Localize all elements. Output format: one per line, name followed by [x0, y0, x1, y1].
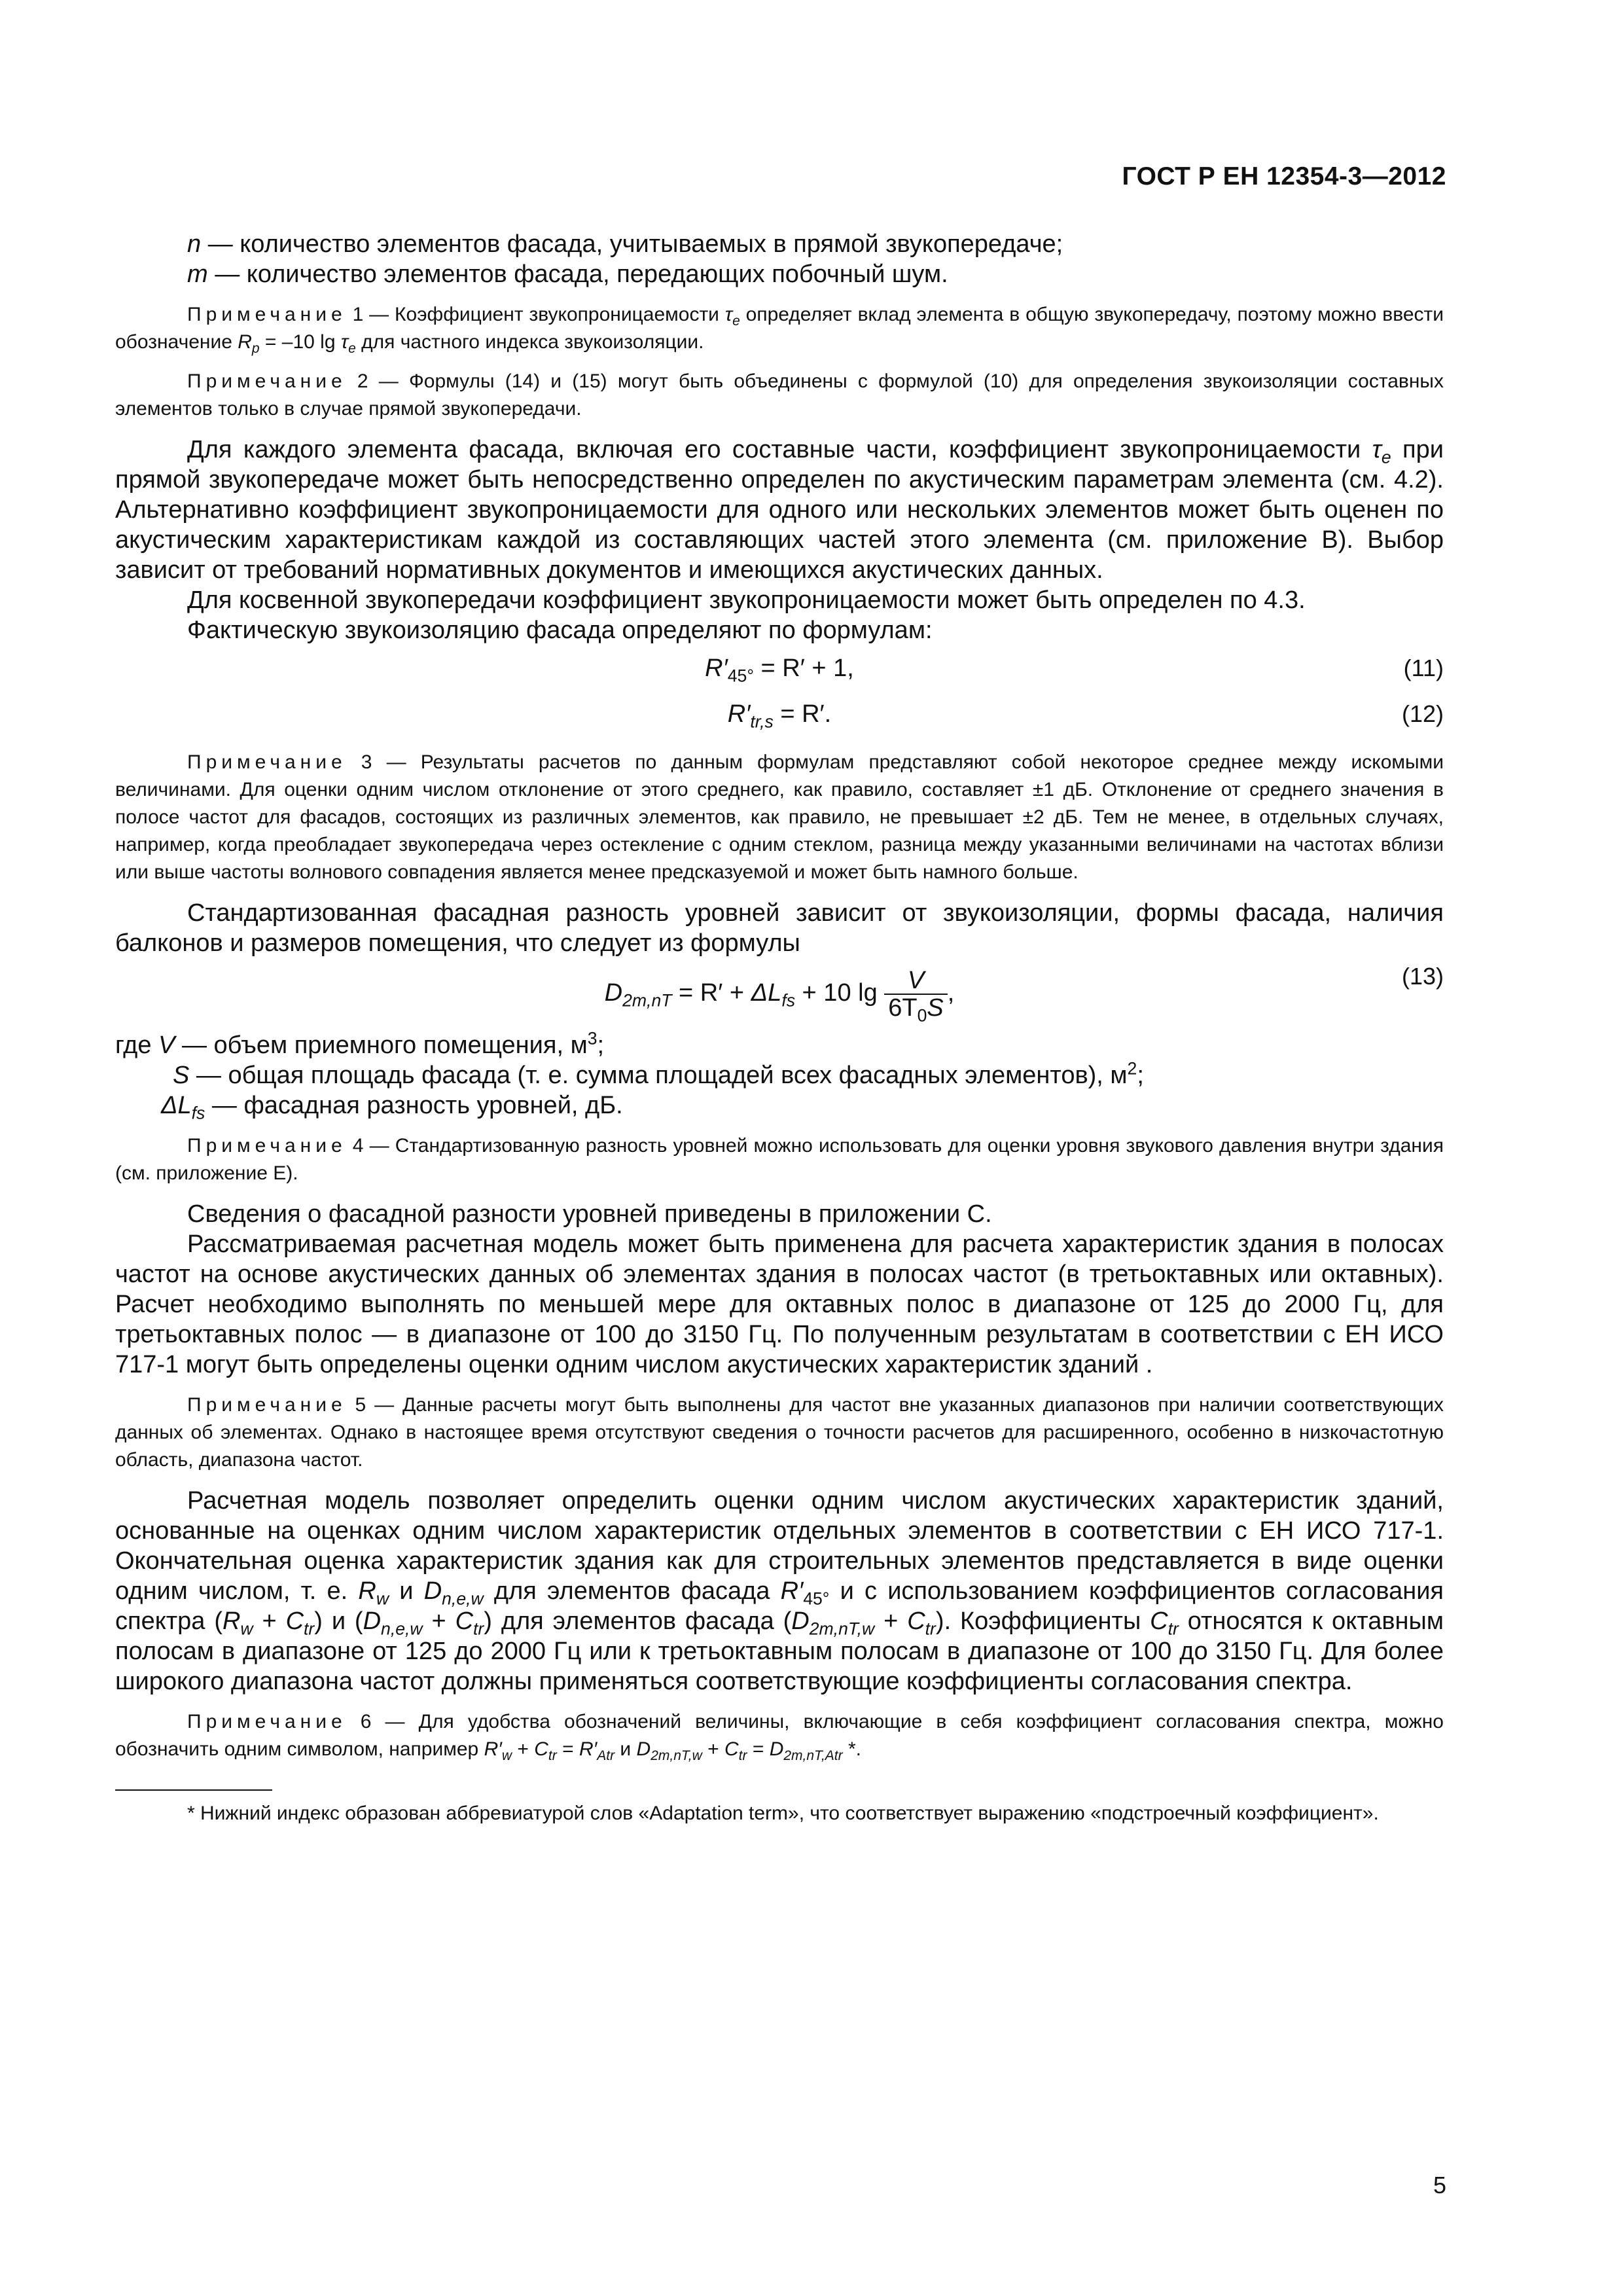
equation-12: [115, 691, 1444, 737]
paragraph-5: Сведения о фасадной разности уровней приведены в приложении С.: [187, 1200, 992, 1228]
definition-v: где V — объем приемного помещения, $м^3$;: [115, 1028, 605, 1059]
page-number: 5: [1433, 2172, 1446, 2198]
note-6: Примечание 6 — Для удобства обозначений величины, включающие в себя коэффициент согласования спектра, можно обозначить одним символом, например $R'_w + C_{tr} = R'_{Atr}$ и $D_{2m,nT,w} + C_{tr} = D_{2m,nT,Atr}$ *.: [115, 1711, 1444, 1763]
page-content: [115, 229, 1444, 1827]
note-4: Примечание 4 — Стандартизованную разность уровней можно использовать для оценки уровня звукового давления внутри здания (см. приложение Е).: [115, 1135, 1444, 1184]
paragraph-7: Расчетная модель позволяет определить оценки одним числом акустических характеристик зданий, основанные на оценках одним числом характеристик отдельных элементов в соответствии с ЕН ИСО 717-1. Окончательная оценка характеристик здания как для строительных элементов представляется в виде оценки одним числом, т. е. $R_w$ и $D_{n,e,w}$ для элементов фасада $R'_{45^\circ}$ и с использованием коэффициентов согласования спектра $(R_w + C_{tr})$ и $(D_{n,e,w} + C_{tr})$ для элементов фасада $(D_{2m,nT,w} + C_{tr})$. Коэффициенты $C_{tr}$ относятся к октавным полосам в диапазоне от 125 до 2000 Гц или к третьоктавным полосам в диапазоне от 100 до 3150 Гц. Для более широкого диапазона частот должны применяться соответствующие коэффициенты согласования спектра.: [115, 1487, 1444, 1695]
paragraph-4: Стандартизованная фасадная разность уровней зависит от звукоизоляции, формы фасада, наличия балконов и размеров помещения, что следует из формулы: [115, 899, 1444, 957]
footnote-separator: [115, 1789, 272, 1791]
paragraph-2: Для косвенной звукопередачи коэффициент звукопроницаемости может быть определен по 4.3.: [187, 586, 1306, 614]
equation-11-number: (11): [1403, 655, 1444, 681]
equation-11-expression: $R'_{45^\circ} = R' + 1$,: [705, 655, 854, 686]
definition-n: n — количество элементов фасада, учитываемых в прямой звукопередаче;: [187, 230, 1063, 258]
equation-13-number: (13): [1401, 963, 1444, 990]
paragraph-1: Для каждого элемента фасада, включая его составные части, коэффициент звукопроницаемости $\tau_e$ при прямой звукопередаче может быть непосредственно определен по акустическим параметрам элемента (см. 4.2). Альтернативно коэффициент звукопроницаемости для одного или нескольких элементов может быть оценен по акустическим характеристикам каждой из составляющих частей этого элемента (см. приложение В). Выбор зависит от требований нормативных документов и имеющихся акустических данных.: [115, 436, 1444, 584]
definition-delta-l: $\Delta L_{fs}$ — фасадная разность уровней, дБ.: [161, 1092, 623, 1123]
note-3: Примечание 3 — Результаты расчетов по данным формулам представляют собой некоторое среднее между искомыми величинами. Для оценки одним числом отклонение от этого среднего, как правило, составляет ±1 дБ. Отклонение от среднего значения в полосе частот для фасадов, состоящих из различных элементов, как правило, не превышает ±2 дБ. Тем не менее, в отдельных случаях, например, когда преобладает звукопередача через остекление с одним стеклом, разница между указанными величинами на частотах вблизи или выше частоты волнового совпадения является менее предсказуемой и может быть намного больше.: [115, 751, 1444, 883]
equation-13-fraction: $\frac{V}{6T_0S}$: [884, 967, 948, 1021]
definition-m: m — количество элементов фасада, передающих побочный шум.: [187, 260, 948, 288]
paragraph-3: Фактическую звукоизоляцию фасада определяют по формулам:: [187, 617, 933, 644]
equation-13-expression: $D_{2m,nT} = R' + \Delta L_{fs} + 10$ lg $\frac{V}{6T_0S}$ ,: [604, 967, 955, 1026]
note-5: Примечание 5 — Данные расчеты могут быть выполнены для частот вне указанных диапазонов при наличии соответствующих данных об элементах. Однако в настоящее время отсутствуют сведения о точности расчетов для расширенного, особенно в низкочастотную область, диапазона частот.: [115, 1394, 1444, 1471]
note-2: Примечание 2 — Формулы (14) и (15) могут быть объединены с формулой (10) для определения звукоизоляции составных элементов только в случае прямой звукопередачи.: [115, 370, 1444, 420]
footnote: * Нижний индекс образован аббревиатурой слов «Adaptation term», что соответствует выражению «подстроечный коэффициент».: [187, 1803, 1379, 1824]
document-header: ГОСТ Р ЕН 12354-3—2012: [1122, 162, 1446, 190]
equation-13: [115, 958, 1444, 1030]
paragraph-6: Рассматриваемая расчетная модель может быть применена для расчета характеристик здания в полосах частот на основе акустических данных об элементах здания в полосах частот (в третьоктавных или октавных). Расчет необходимо выполнять по меньшей мере для октавных полос в диапазоне от 125 до 2000 Гц, для третьоктавных полос — в диапазоне от 100 до 3150 Гц. По полученным результатам в соответствии с ЕН ИСО 717-1 могут быть определены оценки одним числом акустических характеристик зданий .: [115, 1230, 1444, 1378]
note-1: Примечание 1 — Коэффициент звукопроницаемости $\tau_e$ определяет вклад элемента в общую звукопередачу, поэтому можно ввести обозначение $R_p = -10$ $\lg \tau_e$ для частного индекса звукоизоляции.: [115, 304, 1444, 356]
equation-11: [115, 645, 1444, 691]
definition-s: S — общая площадь фасада (т. е. сумма площадей всех фасадных элементов), $м^2$;: [173, 1058, 1144, 1089]
equation-12-expression: $R'_{tr,s} = R'$.: [727, 700, 832, 732]
equation-12-number: (12): [1401, 700, 1444, 727]
